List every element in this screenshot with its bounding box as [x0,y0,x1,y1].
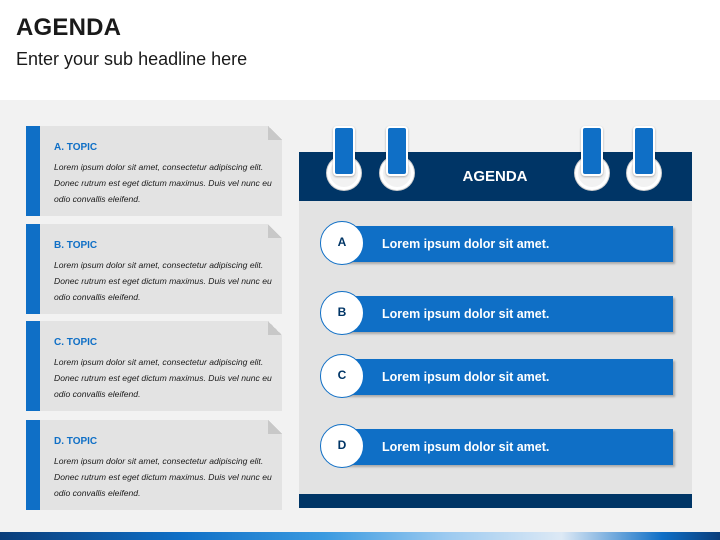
page-fold-icon [268,321,282,335]
agenda-item-letter: C [320,354,364,398]
decorative-bottom-strip [0,532,720,540]
topic-card-a [26,126,282,216]
topic-body: Lorem ipsum dolor sit amet, consectetur adipiscing elit. Donec rutrum est eget dictum maximus. Duis vel nunc eu odio convallis eleifend. [54,456,272,498]
agenda-item-label: Lorem ipsum dolor sit amet. [382,440,550,454]
agenda-item-letter: A [320,221,364,265]
topic-title: C. TOPIC [54,337,98,348]
topic-accent-bar [26,126,40,216]
page-subtitle: Enter your sub headline here [16,49,248,69]
binder-ring-icon [633,126,655,176]
agenda-item-label: Lorem ipsum dolor sit amet. [382,237,550,251]
page-fold-icon [268,420,282,434]
page-title: AGENDA [16,14,122,41]
topic-title: A. TOPIC [54,142,98,153]
binder-ring-icon [581,126,603,176]
agenda-item-label: Lorem ipsum dolor sit amet. [382,370,550,384]
topic-body: Lorem ipsum dolor sit amet, consectetur adipiscing elit. Donec rutrum est eget dictum maximus. Duis vel nunc eu odio convallis eleifend. [54,357,272,399]
topic-accent-bar [26,224,40,314]
topic-title: B. TOPIC [54,240,98,251]
binder-ring-icon [386,126,408,176]
topic-card-d [26,420,282,510]
agenda-item-letter: B [320,291,364,335]
calendar-title: AGENDA [462,168,528,185]
page-fold-icon [268,126,282,140]
topic-accent-bar [26,420,40,510]
topic-card-b [26,224,282,314]
page-fold-icon [268,224,282,238]
topic-body: Lorem ipsum dolor sit amet, consectetur adipiscing elit. Donec rutrum est eget dictum maximus. Duis vel nunc eu odio convallis eleifend. [54,260,272,302]
calendar-footer [299,494,692,508]
topic-card-c [26,321,282,411]
topic-accent-bar [26,321,40,411]
agenda-item-label: Lorem ipsum dolor sit amet. [382,307,550,321]
topic-title: D. TOPIC [54,436,98,447]
topic-body: Lorem ipsum dolor sit amet, consectetur adipiscing elit. Donec rutrum est eget dictum maximus. Duis vel nunc eu odio convallis eleifend. [54,162,272,204]
binder-ring-icon [333,126,355,176]
agenda-item-letter: D [320,424,364,468]
